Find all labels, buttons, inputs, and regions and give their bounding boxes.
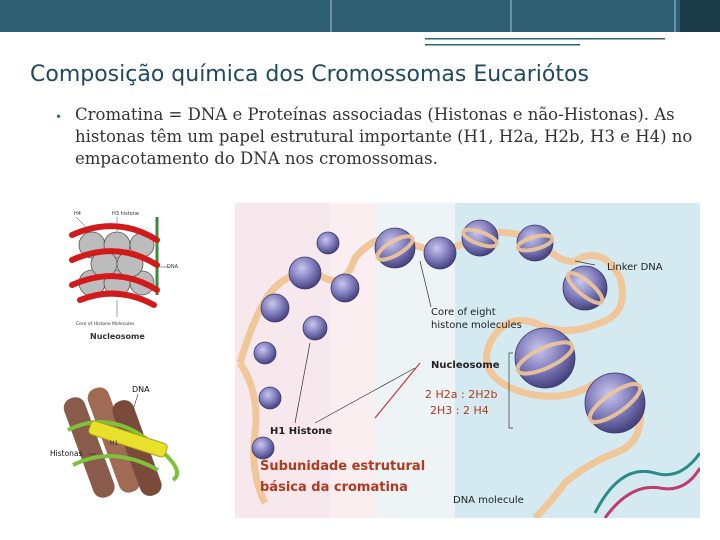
label-core-line2: histone molecules <box>431 320 522 331</box>
nucleosome-label-h3: H3 histone <box>112 211 139 217</box>
banner-divider <box>674 0 676 32</box>
label-linker-dna: Linker DNA <box>607 262 663 273</box>
label-dna: DNA <box>132 385 150 394</box>
nucleosome-label-core: Core of Histone Molecules <box>76 322 135 327</box>
nucleosome-caption: Nucleosome <box>90 332 145 341</box>
label-core-line1: Core of eight <box>431 307 496 318</box>
bullet-text: Cromatina = DNA e Proteínas associadas (Histonas e não-Histonas). As histonas têm um papel estrutural importante (H1, H2a, H2b, H3 e H4) no empacotamento do DNA nos cromossomas. <box>75 105 693 168</box>
label-h1: H1 <box>110 440 119 447</box>
label-histonas: Histonas <box>50 449 83 458</box>
nucleosome-label-h4: H4 <box>74 211 81 217</box>
banner-underlines <box>0 32 720 52</box>
nucleosome-label-dna: DNA <box>167 264 179 270</box>
banner-divider <box>330 0 332 32</box>
label-nucleosome: Nucleosome <box>431 360 500 371</box>
top-banner <box>0 0 720 32</box>
banner-divider <box>510 0 512 32</box>
slide-title: Composição química dos Cromossomas Eucariótos <box>30 62 589 87</box>
label-h1-histone: H1 Histone <box>270 426 333 437</box>
banner-corner <box>680 0 720 32</box>
label-subunit-line2: básica da cromatina <box>260 480 408 495</box>
label-ratio-line2: 2H3 : 2 H4 <box>430 404 489 417</box>
bullet-marker: • <box>55 110 63 124</box>
label-subunit-line1: Subunidade estrutural <box>260 459 426 474</box>
label-dna-molecule: DNA molecule <box>453 495 524 506</box>
nucleosome-diagram <box>62 205 202 345</box>
label-ratio-line1: 2 H2a : 2H2b <box>425 388 498 401</box>
chromatin-diagram <box>235 203 700 518</box>
histone-diagram <box>48 370 188 520</box>
